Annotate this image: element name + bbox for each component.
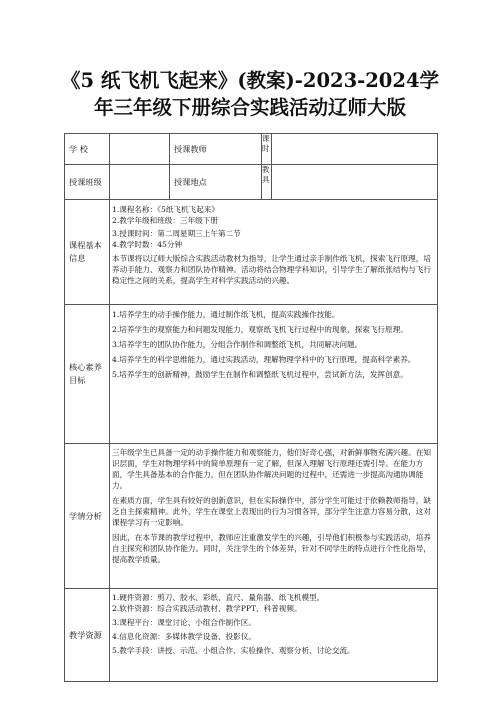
basic-info-row xyxy=(65,200,438,305)
resources-label: 教学资源 xyxy=(65,589,110,682)
place-label: 授课地点 xyxy=(170,165,262,200)
resource-item: 5.教学手段：讲授、示范、小组合作、实验操作、观察分析、讨论交流。 xyxy=(112,646,355,655)
basic-info-paragraph: 本节课将以辽师大版综合实践活动教材为指导，让学生通过亲手制作纸飞机，探索飞行原理，培养动手能力、观察力和团队协作精神。活动将结合物理学科知识，引导学生了解纸张结构与飞行稳定性之间的关系，提高学生对科学实践活动的兴趣。 xyxy=(112,254,431,285)
period-label: 课时 xyxy=(262,134,272,165)
header-row-1 xyxy=(65,134,438,165)
basic-info-line: 1.课程名称：《5纸飞机飞起来》 xyxy=(112,205,219,214)
teacher-label: 授课教师 xyxy=(170,134,262,165)
period-value xyxy=(272,134,438,165)
analysis-label: 学情分析 xyxy=(65,444,110,589)
title-line-2: 年三年级下册综合实践活动辽师大版 xyxy=(93,96,406,119)
basic-info-label: 课程基本信息 xyxy=(65,200,110,305)
resource-item: 1.硬件资源：剪刀、胶水、彩纸、直尺、量角器、纸飞机模型。 xyxy=(112,593,325,602)
analysis-paragraph: 因此，在本节课的教学过程中，教师应注重激发学生的兴趣，引导他们积极参与实践活动，培养自主探究和团队协作能力。同时，关注学生的个体差异，针对不同学生的特点进行个性化指导，提高教学质量。 xyxy=(112,533,431,564)
goal-item: 4.培养学生的科学思维能力，通过实践活动，理解物理学科中的飞行原理，提高科学素养。 xyxy=(112,355,416,364)
analysis-content xyxy=(110,444,438,589)
basic-info-content xyxy=(110,200,438,305)
lesson-plan-table xyxy=(64,133,438,682)
resources-row xyxy=(65,589,438,682)
resource-item: 4.信息化资源：多媒体教学设备、投影仪。 xyxy=(112,632,256,641)
header-row-2 xyxy=(65,165,438,200)
school-label: 学 校 xyxy=(65,134,110,165)
goal-item: 3.培养学生的团队协作能力，分组合作制作和调整纸飞机，共同解决问题。 xyxy=(112,340,363,349)
resource-item: 3.课程平台：课堂讨论、小组合作制作区。 xyxy=(112,618,256,627)
goal-item: 1.培养学生的动手操作能力，通过制作纸飞机，提高实践操作技能。 xyxy=(112,310,340,319)
teaching-aids-value xyxy=(272,165,438,200)
goals-label: 核心素养目标 xyxy=(65,305,110,444)
goal-item: 2.培养学生的观察能力和问题发现能力，观察纸飞机飞行过程中的现象，探索飞行原理。 xyxy=(112,325,408,334)
basic-info-line: 4.教学时数：45分钟 xyxy=(112,240,183,249)
resource-item: 2.软件资源：综合实践活动教材、教学PPT、科普视频。 xyxy=(112,604,302,613)
goals-content xyxy=(110,305,438,444)
resources-content xyxy=(110,589,438,682)
basic-info-line: 3.授课时间：第二周星期三上午第二节 xyxy=(112,229,241,238)
teaching-aids-label: 教具 xyxy=(262,165,272,200)
goals-row xyxy=(65,305,438,444)
document-title xyxy=(0,67,500,121)
school-value xyxy=(110,134,170,165)
class-label: 授课班级 xyxy=(65,165,110,200)
title-line-1: 《5 纸飞机飞起来》(教案)-2023-2024学 xyxy=(60,69,440,92)
analysis-row xyxy=(65,444,438,589)
analysis-paragraph: 三年级学生已具备一定的动手操作能力和观察能力，他们好奇心强，对新鲜事物充满兴趣。在知识层面，学生对物理学科中的简单原理有一定了解，但深入理解飞行原理还需引导。在能力方面，学生具备基本的合作能力，但在团队协作解决问题的过程中，还需进一步提高沟通协调能力。 xyxy=(112,448,431,490)
class-value xyxy=(110,165,170,200)
basic-info-line: 2.教学年级和班级：三年级下册 xyxy=(112,216,218,225)
analysis-paragraph: 在素质方面，学生具有较好的创新意识，但在实际操作中，部分学生可能过于依赖教师指导，缺乏自主探索精神。此外，学生在课堂上表现出的行为习惯各异，部分学生注意力容易分散，这对课程学习有一定影响。 xyxy=(112,496,431,527)
goal-item: 5.培养学生的创新精神，鼓励学生在制作和调整纸飞机过程中，尝试新方法，发挥创意。 xyxy=(112,370,408,379)
